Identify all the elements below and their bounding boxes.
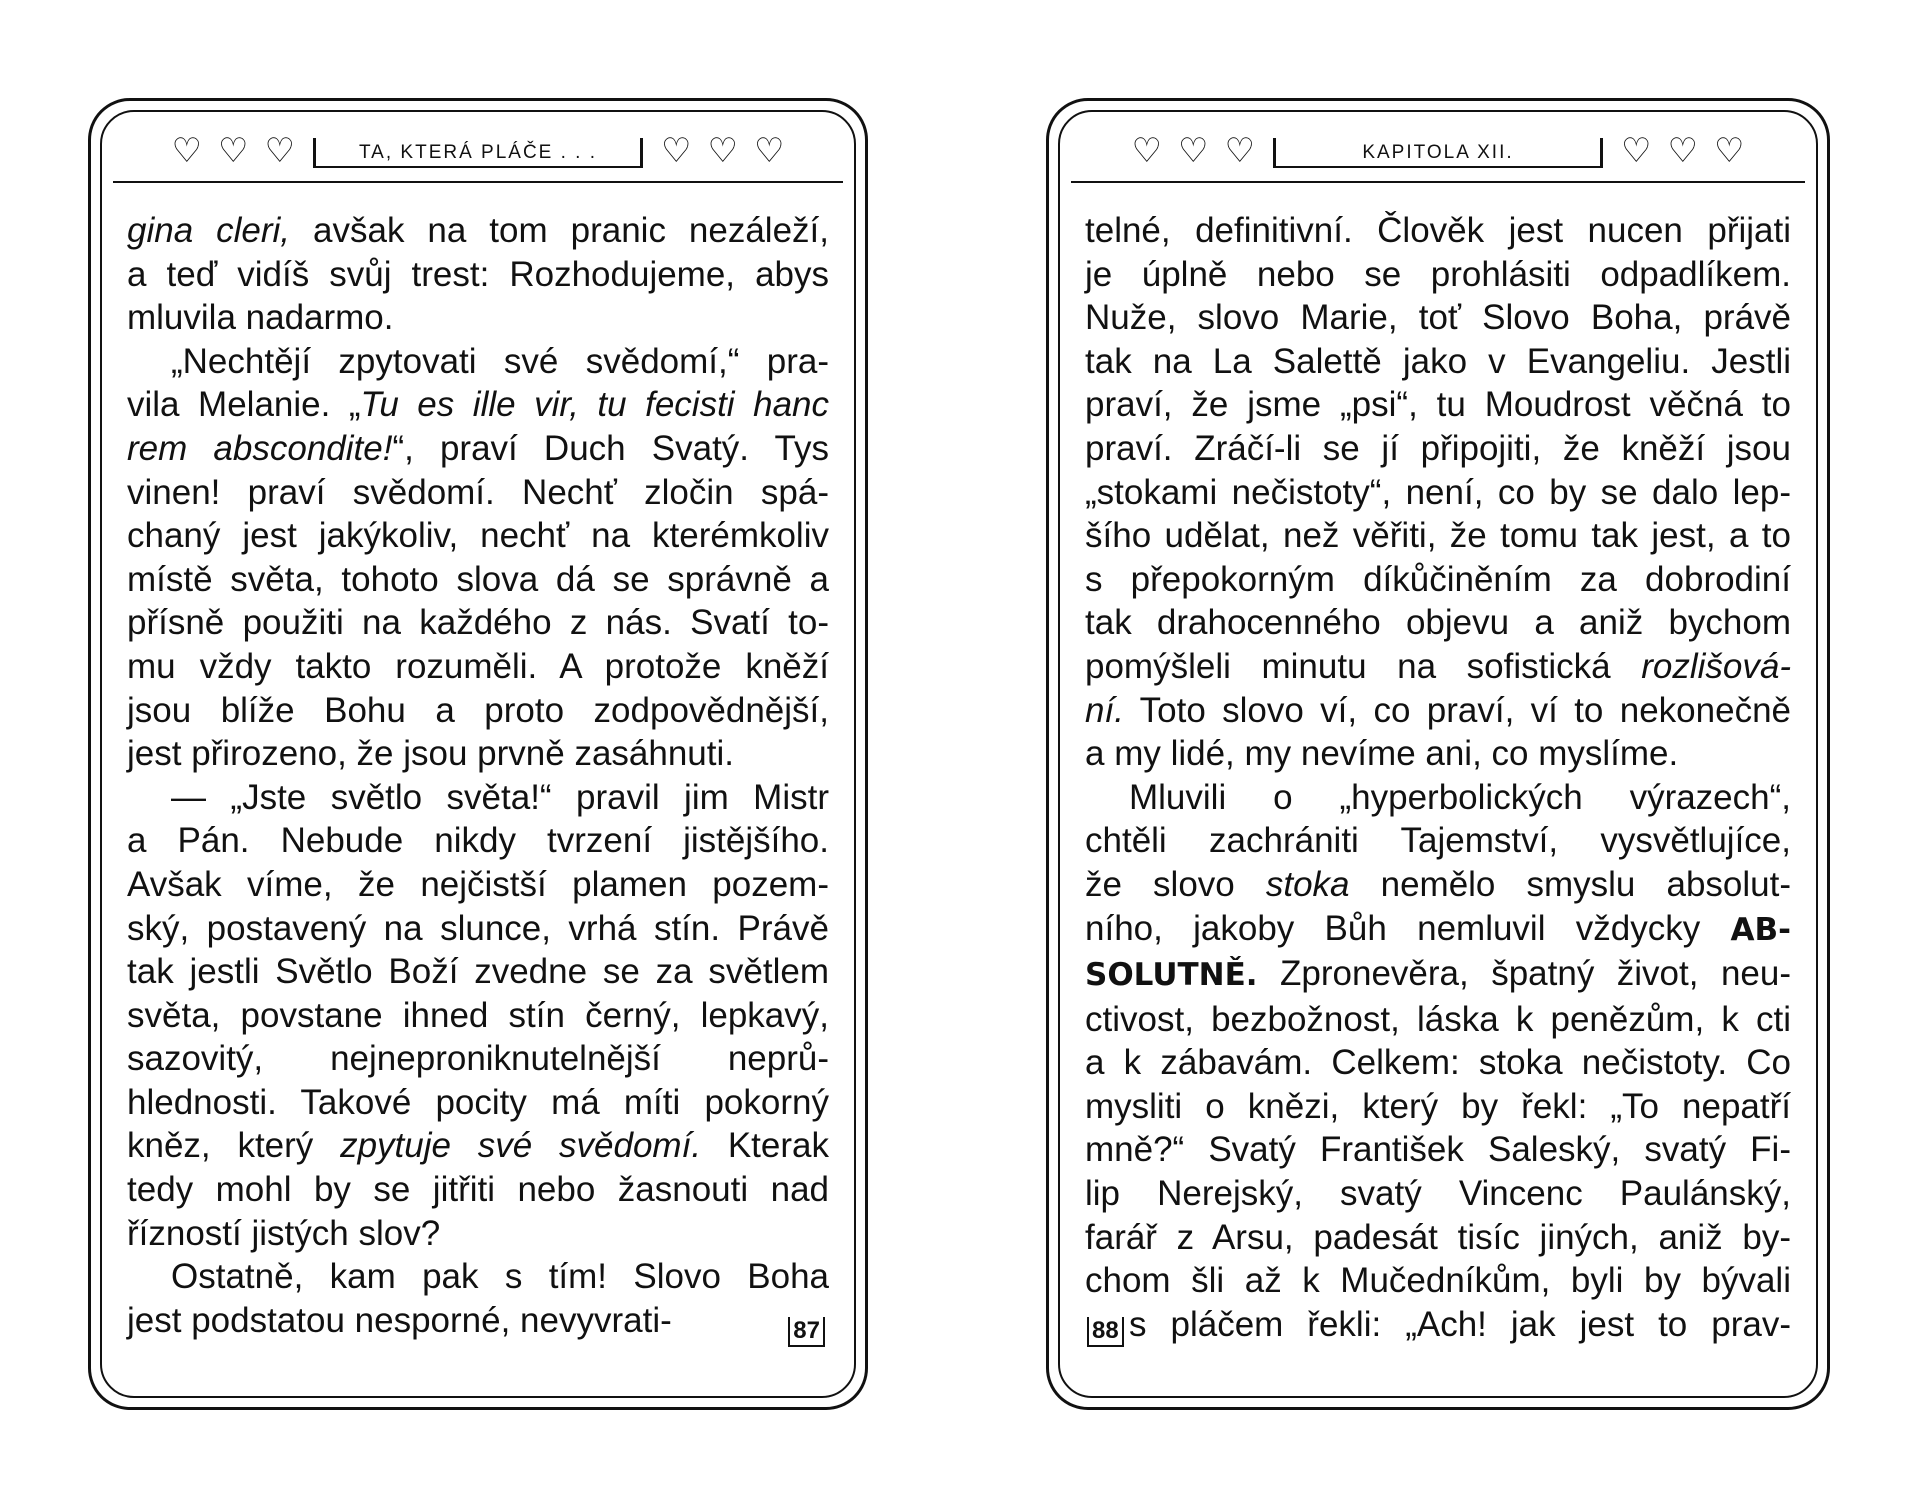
text-line: [127, 907, 829, 951]
text-line: [1085, 998, 1791, 1042]
left-page-text: [127, 209, 829, 1342]
text-segment: Avšak víme, že nejčistší plamen pozem-: [127, 864, 829, 904]
text-segment: vila Melanie. „: [127, 385, 361, 425]
text-line: [1085, 952, 1791, 998]
text-line: [127, 340, 829, 384]
text-line: [1085, 601, 1791, 645]
text-segment: jsou blíže Bohu a proto zodpovědnější,: [127, 690, 829, 730]
text-segment: mu vždy takto rozuměli. A protože kněží: [127, 646, 829, 686]
text-line: [127, 689, 829, 733]
text-segment: avšak na tom pranic nezáleží,: [290, 211, 829, 250]
text-line: [127, 209, 829, 253]
text-segment: s pláčem řekli: „Ach! jak jest to prav-: [1129, 1304, 1791, 1344]
text-line: [1085, 1216, 1791, 1260]
text-segment: — „Jste světlo světa!“ pravil jim Mistr: [171, 777, 829, 817]
text-segment: ní.: [1085, 690, 1124, 730]
text-line: [1085, 514, 1791, 558]
text-line: [127, 296, 829, 340]
right-header-ornament-left: [1131, 131, 1255, 171]
text-segment: jest přirozeno, že jsou prvně zasáhnuti.: [127, 734, 734, 774]
page-number: 87: [788, 1317, 825, 1347]
text-line: [1085, 732, 1791, 776]
text-segment: Kterak: [701, 1126, 829, 1166]
text-line: [1085, 1085, 1791, 1129]
text-line: [127, 1168, 829, 1212]
heart-icon: ♡: [661, 131, 692, 171]
text-segment: šího udělat, než věřiti, že tomu tak jest, a to: [1085, 516, 1791, 556]
text-segment: tak drahocenného objevu a aniž bychom: [1085, 603, 1791, 643]
text-line: [127, 645, 829, 689]
text-segment: nemělo smyslu absolut-: [1349, 864, 1791, 904]
text-segment: tedy mohl by se jitřiti nebo žasnouti nad: [127, 1170, 829, 1210]
text-segment: chom šli až k Mučedníkům, byli by bývali: [1085, 1261, 1791, 1301]
text-segment: praví. Zráčí-li se jí připojiti, že kněží jsou: [1085, 428, 1791, 468]
text-line: [1085, 1128, 1791, 1172]
running-title: TA, KTERÁ PLÁČE . . .: [313, 138, 643, 168]
text-line: [127, 427, 829, 471]
heart-icon: ♡: [171, 131, 203, 171]
text-line: [127, 471, 829, 515]
text-segment: ský, postavený na slunce, vrhá stín. Právě: [127, 908, 829, 948]
text-segment: a teď vidíš svůj trest: Rozhodujeme, abys: [127, 254, 829, 294]
text-line: [1085, 1303, 1791, 1347]
text-line: [127, 558, 829, 602]
heart-icon: ♡: [1224, 131, 1255, 171]
running-title: KAPITOLA XII.: [1273, 138, 1603, 168]
text-line: [1085, 776, 1791, 820]
text-segment: tak jestli Světlo Boží zvedne se za světlem: [127, 952, 829, 992]
text-segment: SOLUTNĚ.: [1085, 957, 1258, 994]
text-line: [1085, 907, 1791, 953]
right-header-ornament-right: [1621, 131, 1745, 171]
text-segment: “, praví Duch Svatý. Tys: [392, 428, 829, 468]
text-segment: rozlišová-: [1641, 646, 1791, 686]
text-segment: chtěli zachrániti Tajemství, vysvětlujíce,: [1085, 821, 1791, 861]
text-segment: farář z Arsu, padesát tisíc jiných, aniž by-: [1085, 1217, 1791, 1257]
text-segment: místě světa, tohoto slova dá se správně a: [127, 559, 829, 599]
text-line: [1085, 427, 1791, 471]
text-line: [127, 732, 829, 776]
text-line: [1085, 1041, 1791, 1085]
heart-icon: ♡: [1667, 131, 1698, 171]
left-page-header: [113, 121, 843, 183]
text-segment: chaný jest jakýkoliv, nechť na kterémkoliv: [127, 516, 829, 556]
page-number: 88: [1087, 1317, 1124, 1347]
text-segment: přísně použiti na každého z nás. Svatí to-: [127, 603, 829, 643]
heart-icon: ♡: [753, 131, 785, 171]
text-line: [1085, 689, 1791, 733]
text-line: [127, 1037, 829, 1081]
text-segment: Zpronevěra, špatný život, neu-: [1257, 954, 1791, 994]
text-line: [1085, 209, 1791, 253]
text-segment: stoka: [1265, 864, 1350, 904]
heart-icon: ♡: [707, 131, 738, 171]
text-segment: Toto slovo ví, co praví, ví to nekonečně: [1123, 690, 1791, 730]
left-header-ornament-left: [171, 131, 295, 171]
text-line: [1085, 1172, 1791, 1216]
right-page-text: [1085, 209, 1791, 1346]
text-line: [127, 383, 829, 427]
text-line: [1085, 383, 1791, 427]
text-line: [1085, 340, 1791, 384]
text-segment: ního, jakoby Bůh nemluvil vždycky: [1085, 908, 1731, 948]
text-segment: vinen! praví svědomí. Nechť zločin spá-: [127, 472, 829, 512]
text-line: [1085, 819, 1791, 863]
text-line: [127, 601, 829, 645]
text-line: [1085, 471, 1791, 515]
text-segment: hlednosti. Takové pocity má míti pokorný: [127, 1082, 829, 1122]
text-line: [1085, 645, 1791, 689]
text-segment: řízností jistých slov?: [127, 1213, 441, 1253]
text-line: [1085, 863, 1791, 907]
left-page: [88, 98, 868, 1410]
text-line: [127, 863, 829, 907]
text-line: [127, 1212, 829, 1256]
heart-icon: ♡: [1131, 131, 1163, 171]
text-segment: telné, definitivní. Člověk jest nucen přijati: [1085, 211, 1791, 250]
text-line: [1085, 1259, 1791, 1303]
text-segment: pomýšleli minutu na sofistická: [1085, 646, 1642, 686]
text-line: [127, 819, 829, 863]
heart-icon: ♡: [1713, 131, 1745, 171]
text-segment: mluvila nadarmo.: [127, 298, 394, 338]
right-page: [1046, 98, 1830, 1410]
text-line: [127, 776, 829, 820]
text-segment: zpytuje své svědomí.: [340, 1126, 702, 1166]
text-segment: „stokami nečistoty“, není, co by se dalo lep-: [1085, 472, 1791, 512]
text-segment: a Pán. Nebude nikdy tvrzení jistějšího.: [127, 821, 829, 861]
text-segment: tak na La Salettě jako v Evangeliu. Jestli: [1085, 341, 1791, 381]
text-line: [1085, 253, 1791, 297]
text-segment: Mluvili o „hyperbolických výrazech“,: [1129, 777, 1791, 817]
text-segment: Ostatně, kam pak s tím! Slovo Boha: [171, 1257, 829, 1297]
left-header-ornament-right: [661, 131, 785, 171]
text-segment: ctivost, bezbožnost, láska k penězům, k cti: [1085, 999, 1791, 1039]
heart-icon: ♡: [1621, 131, 1652, 171]
heart-icon: ♡: [218, 131, 249, 171]
text-segment: mně?“ Svatý František Saleský, svatý Fi-: [1085, 1130, 1791, 1170]
text-segment: je úplně nebo se prohlásiti odpadlíkem.: [1085, 254, 1791, 294]
text-segment: mysliti o knězi, který by řekl: „To nepatří: [1085, 1086, 1791, 1126]
text-segment: Nuže, slovo Marie, toť Slovo Boha, právě: [1085, 298, 1791, 338]
text-line: [127, 994, 829, 1038]
text-segment: „Nechtějí zpytovati své svědomí,“ pra-: [171, 341, 829, 381]
text-segment: že slovo: [1085, 864, 1266, 904]
text-segment: AB-: [1730, 911, 1791, 948]
right-page-header: [1071, 121, 1805, 183]
heart-icon: ♡: [1178, 131, 1209, 171]
text-segment: Tu es ille vir, tu fecisti hanc: [360, 385, 829, 425]
text-line: [127, 1081, 829, 1125]
text-segment: a my lidé, my nevíme ani, co myslíme.: [1085, 734, 1679, 774]
text-line: [127, 1299, 829, 1343]
text-line: [127, 1124, 829, 1168]
text-segment: s přepokorným díkůčiněním za dobrodiní: [1085, 559, 1791, 599]
text-segment: gina cleri,: [127, 211, 291, 250]
text-segment: lip Nerejský, svatý Vincenc Paulánský,: [1085, 1174, 1791, 1214]
text-line: [127, 950, 829, 994]
text-line: [127, 253, 829, 297]
text-segment: kněz, který: [127, 1126, 341, 1166]
text-line: [127, 514, 829, 558]
text-line: [1085, 558, 1791, 602]
heart-icon: ♡: [264, 131, 295, 171]
text-segment: sazovitý, nejneproniknutelnější neprů-: [127, 1039, 829, 1079]
text-segment: světa, povstane ihned stín černý, lepkavý,: [127, 995, 829, 1035]
text-segment: a k zábavám. Celkem: stoka nečistoty. Co: [1085, 1043, 1791, 1083]
text-line: [1085, 296, 1791, 340]
text-segment: jest podstatou nesporné, nevyvrati-: [127, 1300, 672, 1340]
text-segment: praví, že jsme „psi“, tu Moudrost věčná to: [1085, 385, 1791, 425]
text-segment: rem abscondite!: [127, 428, 393, 468]
text-line: [127, 1255, 829, 1299]
